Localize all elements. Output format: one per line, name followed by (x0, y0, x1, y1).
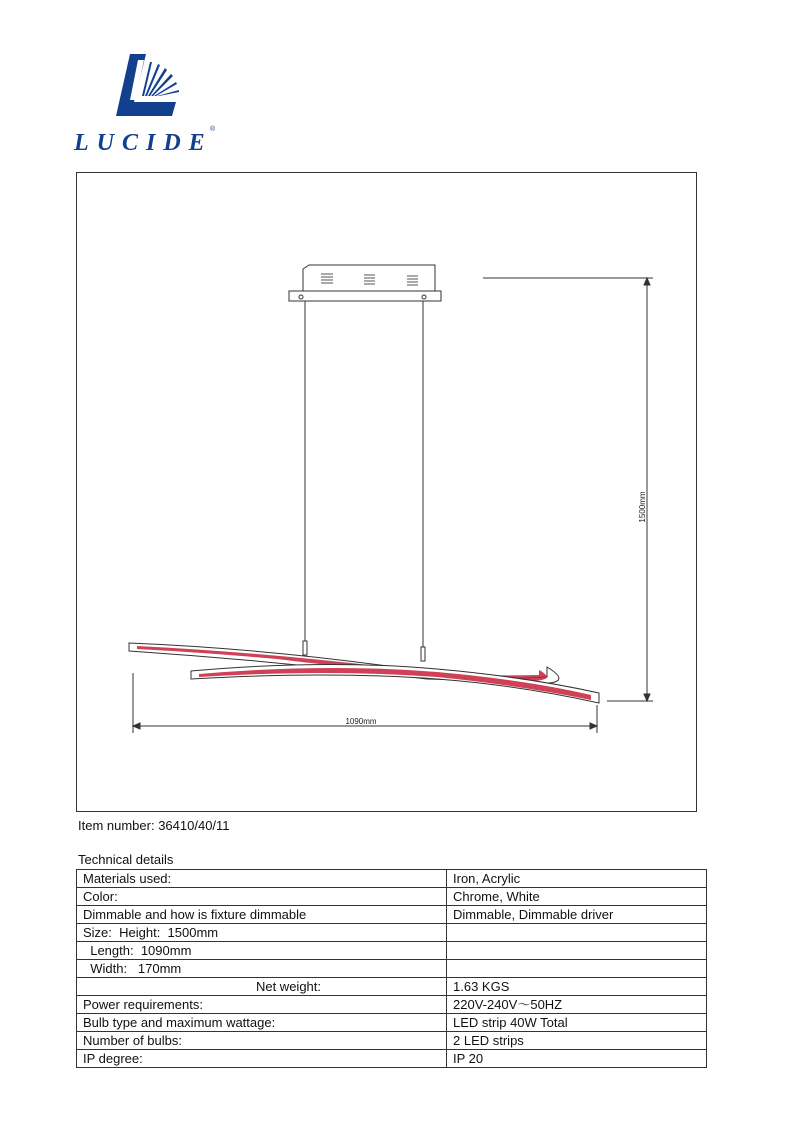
table-row (77, 906, 707, 924)
table-row (77, 996, 707, 1014)
spec-value (447, 942, 707, 960)
table-row (77, 924, 707, 942)
spec-label: Net weight: (77, 978, 447, 996)
table-row (77, 1014, 707, 1032)
length-label: 1090mm (345, 717, 377, 726)
brand-name: LUCIDE (74, 130, 213, 156)
spec-value: LED strip 40W Total (447, 1014, 707, 1032)
spec-label: Power requirements: (77, 996, 447, 1014)
spec-value (447, 924, 707, 942)
height-dimension (483, 278, 653, 701)
registered-mark: ® (210, 126, 216, 133)
spec-label: Color: (77, 888, 447, 906)
spec-value: 220V-240V～50HZ (447, 996, 707, 1014)
spec-value: 2 LED strips (447, 1032, 707, 1050)
spec-label: Size: Height: 1500mm (77, 924, 447, 942)
lucide-logo (74, 50, 224, 160)
spec-value (447, 960, 707, 978)
ceiling-canopy (289, 265, 441, 301)
suspension-wires (303, 301, 425, 661)
table-row (77, 870, 707, 888)
table-row (77, 888, 707, 906)
lucide-logo-icon (116, 50, 182, 120)
technical-details-table (76, 869, 707, 1068)
led-bar-lower (191, 664, 599, 703)
spec-value: Iron, Acrylic (447, 870, 707, 888)
item-number: Item number: 36410/40/11 (78, 818, 230, 833)
spec-value: IP 20 (447, 1050, 707, 1068)
spec-label: Dimmable and how is fixture dimmable (77, 906, 447, 924)
table-row (77, 1050, 707, 1068)
table-row (77, 1032, 707, 1050)
spec-label: Number of bulbs: (77, 1032, 447, 1050)
spec-value: 1.63 KGS (447, 978, 707, 996)
spec-label: IP degree: (77, 1050, 447, 1068)
spec-label: Bulb type and maximum wattage: (77, 1014, 447, 1032)
technical-drawing (76, 172, 697, 812)
pendant-lamp-drawing (77, 173, 698, 813)
table-row (77, 960, 707, 978)
spec-value: Dimmable, Dimmable driver (447, 906, 707, 924)
spec-label: Materials used: (77, 870, 447, 888)
technical-details-title: Technical details (78, 852, 174, 867)
table-row (77, 942, 707, 960)
table-row (77, 978, 707, 996)
spec-label: Width: 170mm (77, 960, 447, 978)
height-label: 1500mm (638, 491, 647, 523)
spec-label: Length: 1090mm (77, 942, 447, 960)
spec-value: Chrome, White (447, 888, 707, 906)
